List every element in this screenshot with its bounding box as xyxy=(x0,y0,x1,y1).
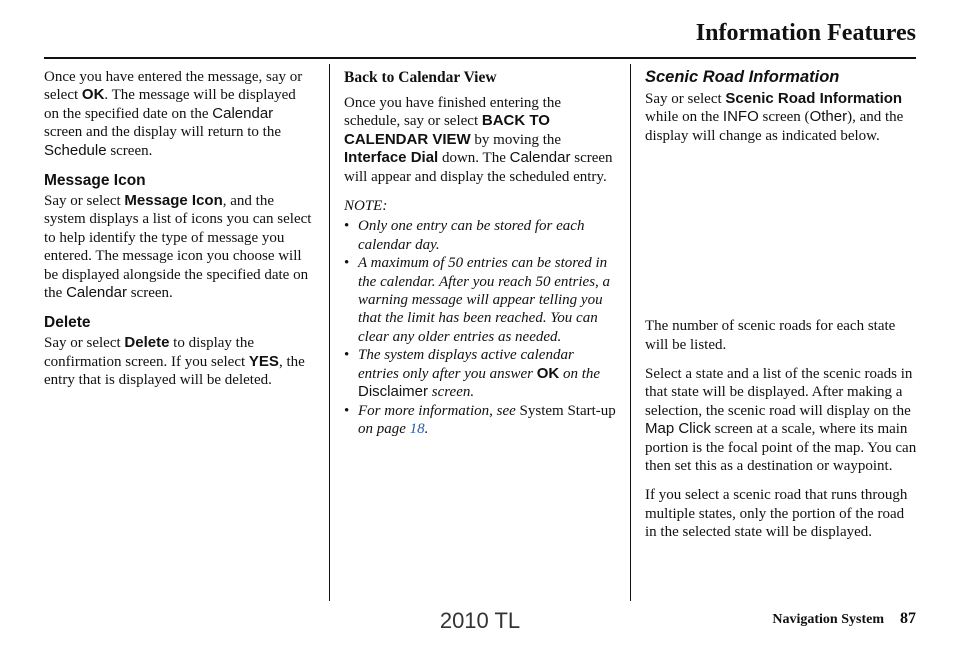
delete-heading: Delete xyxy=(44,314,91,332)
yes-command: YES xyxy=(248,352,279,370)
image-placeholder xyxy=(645,156,919,317)
note-item: • A maximum of 50 entries can be stored in the calendar. After you reach 50 entries, a warning message will appear telling you that the limit has been reached. You can clear any older entries as needed. xyxy=(344,254,616,346)
page-link[interactable]: 18 xyxy=(409,420,425,437)
scenic-select-paragraph: Select a state and a list of the scenic roads in that state will be displayed. After making a selection, the scenic road will display on the Map Click screen at a scale, where its main portion is the focal point of the map. You can then set this as a destination or waypoint. xyxy=(645,366,917,475)
middle-column xyxy=(344,68,616,438)
scenic-count-paragraph: The number of scenic roads for each state will be listed. xyxy=(645,318,896,353)
note-label: NOTE: xyxy=(344,198,388,215)
scenic-road-command: Scenic Road Information xyxy=(725,90,903,107)
back-to-calendar-paragraph: Once you have finished entering the schedule, say or select BACK TO CALENDAR VIEW by moving the Interface Dial down. The Calendar screen will appear and display the scheduled entry. xyxy=(344,95,613,185)
calendar-screen-term: Calendar xyxy=(212,104,274,122)
note-item: • Only one entry can be stored for each calendar day. xyxy=(344,217,616,254)
column-divider-left xyxy=(329,64,330,601)
scenic-road-intro: Say or select Scenic Road Information while on the INFO screen (Other), and the display will change as indicated below. xyxy=(645,90,904,144)
disclaimer-screen-term: Disclaimer xyxy=(358,383,429,401)
ok-command: OK xyxy=(81,86,105,104)
scenic-road-heading: Scenic Road Information xyxy=(645,68,840,86)
calendar-screen-term: Calendar xyxy=(66,284,127,302)
note-list xyxy=(344,217,616,438)
system-startup-reference: System Start-up xyxy=(519,402,616,419)
page-title: Information Features xyxy=(695,20,916,46)
delete-command: Delete xyxy=(124,334,170,352)
footer-section-label: Navigation System xyxy=(772,612,884,627)
message-icon-heading: Message Icon xyxy=(44,172,146,190)
ok-command: OK xyxy=(536,364,560,382)
back-to-calendar-command: BACK TO CALENDAR VIEW xyxy=(344,112,550,148)
map-click-term: Map Click xyxy=(645,420,711,438)
right-column xyxy=(645,68,919,553)
message-icon-command: Message Icon xyxy=(124,192,223,210)
column-divider-right xyxy=(630,64,631,601)
interface-dial-term: Interface Dial xyxy=(344,149,439,167)
back-to-calendar-heading: Back to Calendar View xyxy=(344,69,497,86)
header-divider xyxy=(44,57,916,59)
delete-paragraph: Say or select Delete to display the confirmation screen. If you select YES, the entry that is displayed will be deleted. xyxy=(44,334,305,389)
note-item: • For more information, see System Start-up on page 18. xyxy=(344,402,616,439)
scenic-multistate-paragraph: If you select a scenic road that runs through multiple states, only the portion of the road in the selected state will be displayed. xyxy=(645,487,908,541)
note-item: • The system displays active calendar entries only after you answer OK on the Disclaimer screen. xyxy=(344,346,616,401)
schedule-screen-term: Schedule xyxy=(44,141,107,159)
other-term: Other xyxy=(809,108,848,126)
info-screen-term: INFO xyxy=(722,108,759,126)
calendar-screen-term: Calendar xyxy=(509,149,571,167)
left-column xyxy=(44,68,314,401)
intro-paragraph: Once you have entered the message, say or select OK. The message will be displayed on the specified date on the Calendar screen and the display will return to the Schedule screen. xyxy=(44,69,303,159)
page-number: 87 xyxy=(900,610,916,627)
message-icon-paragraph: Say or select Message Icon, and the system displays a list of icons you can select to help identify the type of message you entered. The message icon you choose will be displayed alongside the specified date on the Calendar screen. xyxy=(44,192,312,302)
watermark-text: 2010 TL xyxy=(439,608,521,633)
